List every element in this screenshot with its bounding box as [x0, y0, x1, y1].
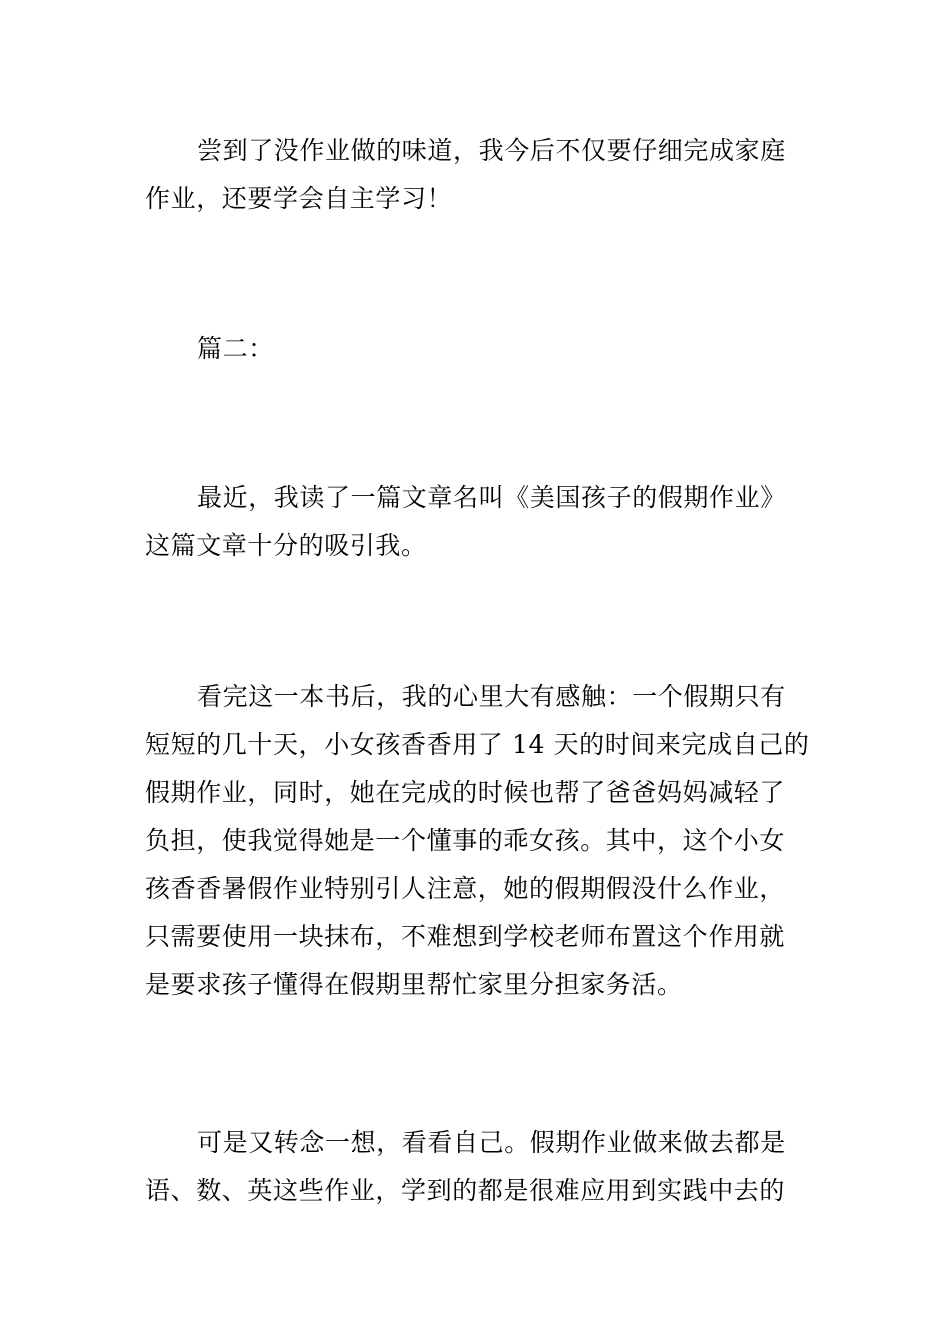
paragraph-reading-article	[145, 474, 807, 570]
text-line: 看完这一本书后，我的心里大有感触：一个假期只有	[197, 682, 786, 711]
paragraph-reflection	[145, 673, 810, 1009]
paragraph-homework-taste	[145, 127, 807, 223]
text-line: 最近，我读了一篇文章名叫《美国孩子的假期作业》	[197, 483, 786, 512]
text-line: 作业，还要学会自主学习！	[145, 184, 453, 213]
text-line: 尝到了没作业做的味道，我今后不仅要仔细完成家庭	[197, 136, 786, 165]
text-line: 孩香香暑假作业特别引人注意，她的假期假没什么作业，	[145, 874, 786, 903]
text-line: 是要求孩子懂得在假期里帮忙家里分担家务活。	[145, 970, 683, 999]
text-line: 假期作业，同时，她在完成的时候也帮了爸爸妈妈减轻了	[145, 778, 786, 807]
text-line: 只需要使用一块抹布，不难想到学校老师布置这个作用就	[145, 922, 786, 951]
text-line: 这篇文章十分的吸引我。	[145, 531, 427, 560]
text-line: 短短的几十天，小女孩香香用了 14 天的时间来完成自己的	[145, 730, 810, 759]
text-line: 负担，使我觉得她是一个懂事的乖女孩。其中，这个小女	[145, 826, 786, 855]
section-heading-part-two	[145, 325, 807, 373]
text-line: 篇二：	[197, 334, 274, 363]
text-line: 可是又转念一想，看看自己。假期作业做来做去都是	[197, 1128, 786, 1157]
paragraph-self-comparison	[145, 1119, 807, 1215]
text-line: 语、数、英这些作业，学到的都是很难应用到实践中去的	[145, 1176, 786, 1205]
